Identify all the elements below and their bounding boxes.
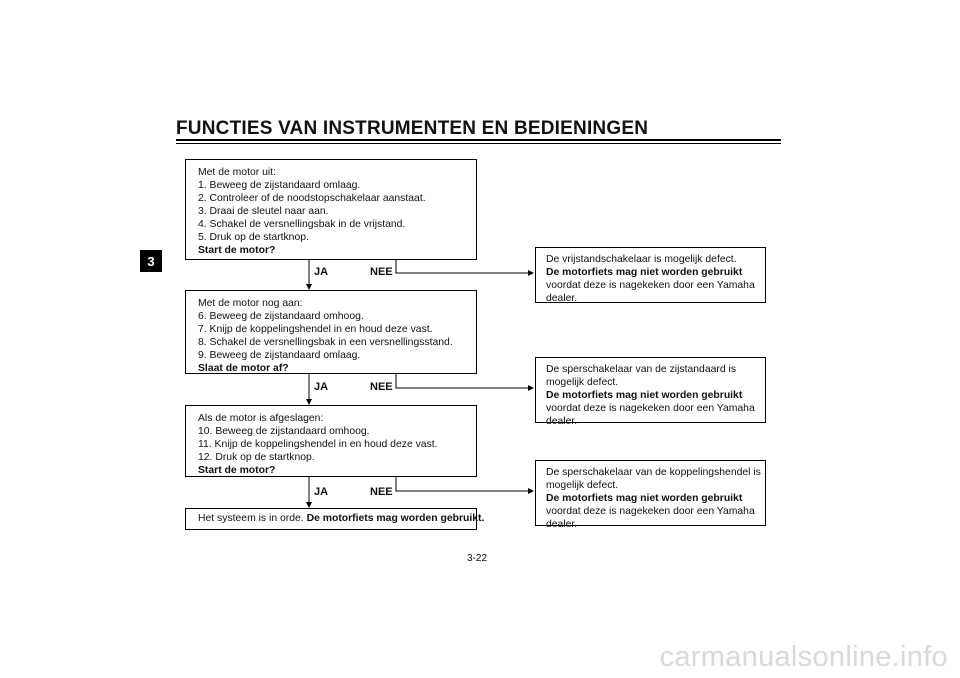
fault-box-3-line: mogelijk defect. — [546, 480, 619, 491]
step-box-1-line: Met de motor uit: — [198, 167, 276, 178]
no-label-2: NEE — [370, 381, 393, 393]
step-box-1-line: 5. Druk op de startknop. — [198, 232, 309, 243]
step-box-2 — [185, 290, 477, 374]
yes-label-2: JA — [314, 381, 329, 393]
step-box-3-line: 12. Druk op de startknop. — [198, 452, 315, 463]
fault-box-2-line: mogelijk defect. — [546, 377, 619, 388]
step-box-2-line: 6. Beweeg de zijstandaard omhoog. — [198, 311, 364, 322]
step-box-3-line: 10. Beweeg de zijstandaard omhoog. — [198, 426, 370, 437]
step-box-1-line: 1. Beweeg de zijstandaard omlaag. — [198, 180, 361, 191]
arrow-no-2 — [396, 374, 533, 388]
arrow-no-3 — [396, 477, 533, 491]
fault-box-2-line: De sperschakelaar van de zijstandaard is — [546, 364, 737, 375]
step-box-1-line: 3. Draai de sleutel naar aan. — [198, 206, 329, 217]
step-box-2-question: Slaat de motor af? — [198, 363, 289, 374]
yes-label-3: JA — [314, 486, 329, 498]
step-box-2-line: Met de motor nog aan: — [198, 298, 303, 309]
step-box-1 — [185, 159, 477, 260]
watermark: carmanualsonline.info — [659, 641, 948, 673]
fault-box-1-line: dealer. — [546, 293, 578, 304]
fault-box-2 — [535, 357, 766, 427]
step-box-3-question: Start de motor? — [198, 465, 276, 476]
step-box-2-line: 9. Beweeg de zijstandaard omlaag. — [198, 350, 361, 361]
no-label-3: NEE — [370, 486, 393, 498]
fault-box-1-line: voordat deze is nagekeken door een Yamaha — [546, 280, 755, 291]
yes-label-1: JA — [314, 266, 329, 278]
fault-box-1-warning: De motorfiets mag niet worden gebruikt — [546, 267, 743, 278]
fault-box-1-line: De vrijstandschakelaar is mogelijk defect. — [546, 254, 737, 265]
step-box-1-line: 4. Schakel de versnellingsbak in de vrijstand. — [198, 219, 406, 230]
arrow-no-1 — [396, 260, 533, 273]
final-result-text: Het systeem is in orde. — [198, 513, 307, 524]
fault-box-3-line: De sperschakelaar van de koppelingshendel is — [546, 467, 761, 478]
page-header-title: FUNCTIES VAN INSTRUMENTEN EN BEDIENINGEN — [176, 118, 649, 139]
step-box-1-question: Start de motor? — [198, 245, 276, 256]
step-box-3 — [185, 405, 477, 477]
no-label-1: NEE — [370, 266, 393, 278]
page-number: 3-22 — [467, 553, 488, 564]
fault-box-2-line: voordat deze is nagekeken door een Yamaha — [546, 403, 755, 414]
step-box-2-line: 7. Knijp de koppelingshendel in en houd deze vast. — [198, 324, 433, 335]
step-box-3-line: Als de motor is afgeslagen: — [198, 413, 324, 424]
step-box-1-line: 2. Controleer of de noodstopschakelaar aanstaat. — [198, 193, 426, 204]
fault-box-3-warning: De motorfiets mag niet worden gebruikt — [546, 493, 743, 504]
fault-box-2-warning: De motorfiets mag niet worden gebruikt — [546, 390, 743, 401]
fault-box-2-line: dealer. — [546, 416, 578, 427]
step-box-3-line: 11. Knijp de koppelingshendel in en houd deze vast. — [198, 439, 438, 450]
fault-box-1 — [535, 247, 766, 303]
final-result-box — [185, 508, 485, 530]
fault-box-3-line: voordat deze is nagekeken door een Yamaha — [546, 506, 755, 517]
fault-box-3-line: dealer. — [546, 519, 578, 530]
fault-box-3 — [535, 460, 766, 530]
final-result-bold: De motorfiets mag worden gebruikt. — [306, 513, 485, 524]
step-box-2-line: 8. Schakel de versnellingsbak in een versnellingsstand. — [198, 337, 453, 348]
chapter-tab: 3 — [140, 250, 162, 272]
